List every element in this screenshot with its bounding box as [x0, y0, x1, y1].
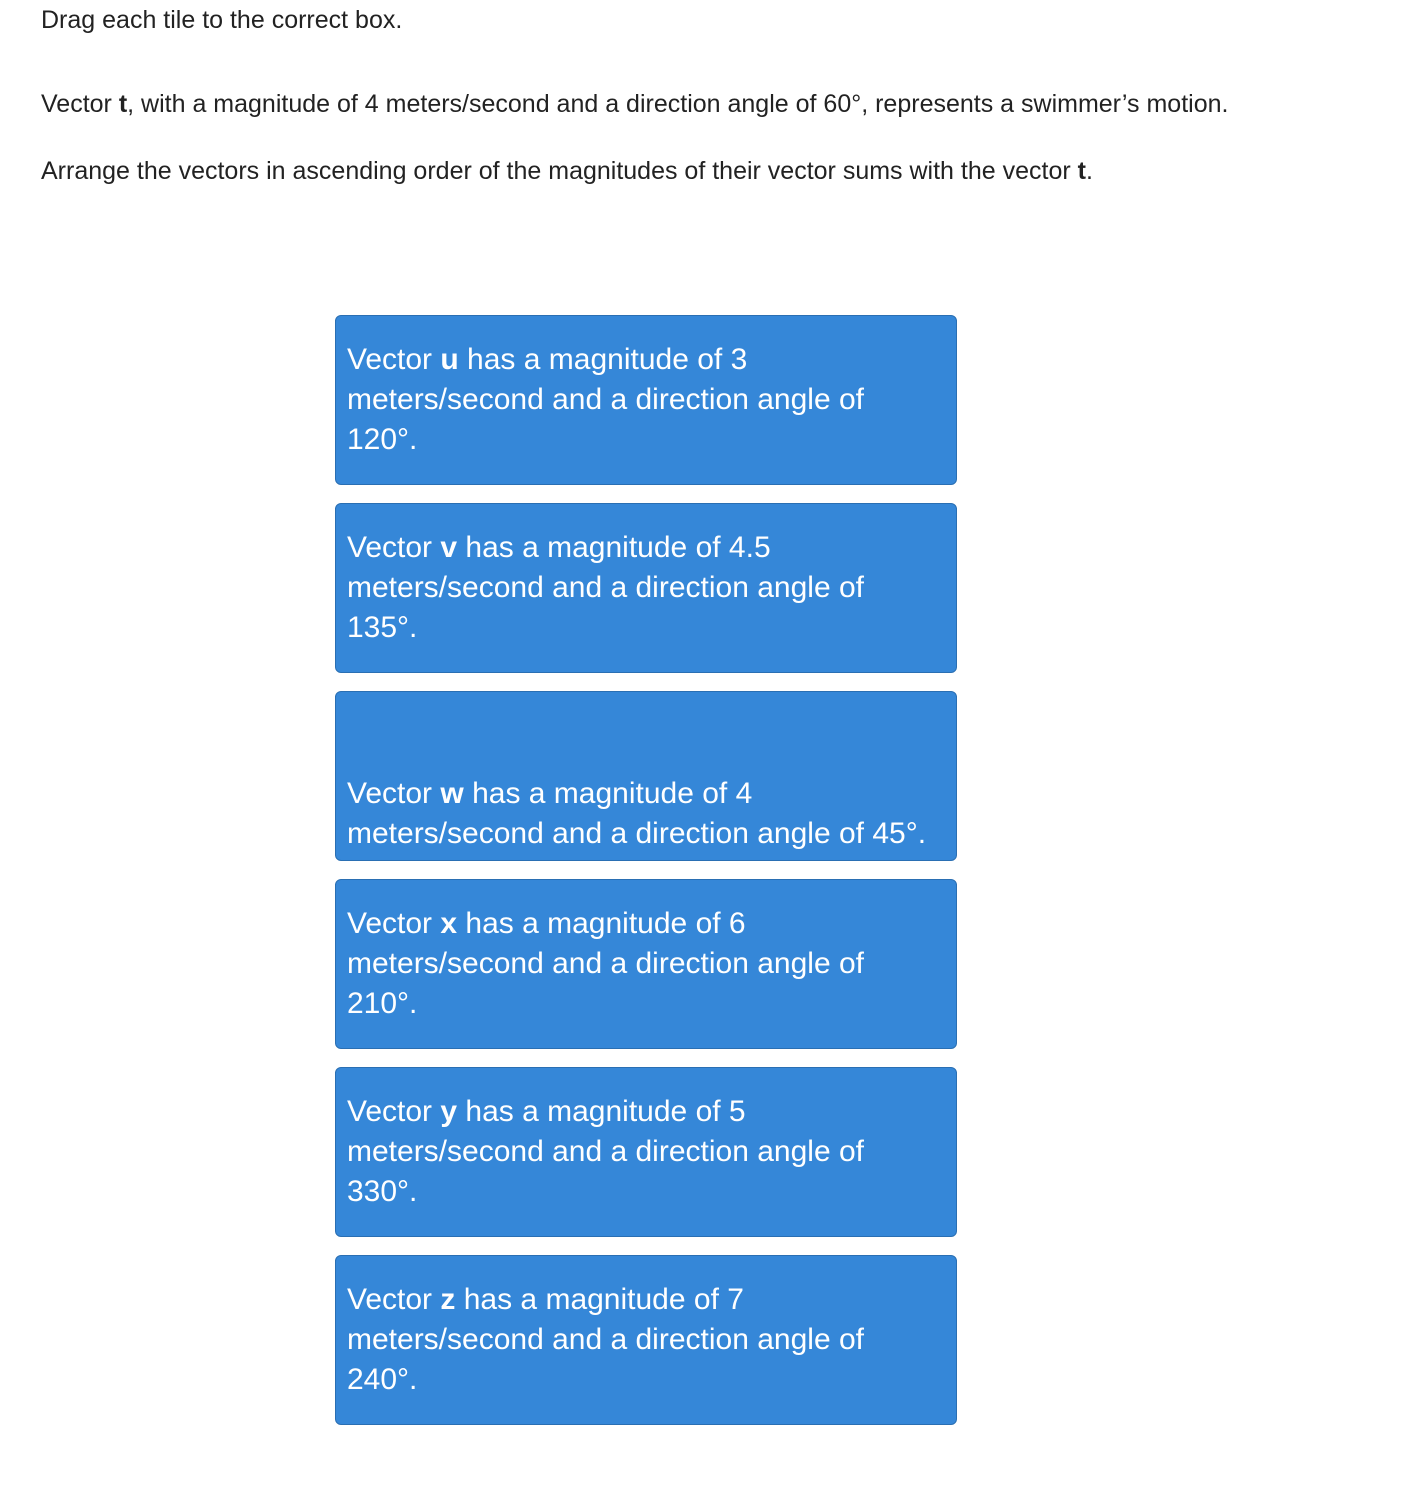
tile-vector-u[interactable]: [335, 315, 957, 485]
tile-vector-label: z: [440, 1283, 456, 1316]
tile-suffix: has a magnitude of 3 meters/second and a direction angle of 120°.: [347, 343, 864, 456]
tile-prefix: Vector: [347, 1283, 441, 1316]
tile-prefix: Vector: [347, 343, 441, 376]
tile-prefix: Vector: [347, 777, 441, 810]
tile-vector-label: u: [440, 343, 459, 376]
tile-vector-z[interactable]: [335, 1255, 957, 1425]
task-vector-label: t: [1077, 157, 1086, 185]
tile-suffix: has a magnitude of 6 meters/second and a direction angle of 210°.: [347, 907, 864, 1020]
tile-prefix: Vector: [347, 531, 441, 564]
tile-text: [347, 774, 936, 854]
tile-suffix: has a magnitude of 4 meters/second and a direction angle of 45°.: [347, 777, 927, 850]
tile-vector-w[interactable]: [335, 691, 957, 861]
tile-vector-label: v: [440, 531, 458, 564]
tile-text: [347, 1092, 936, 1212]
tile-vector-v[interactable]: [335, 503, 957, 673]
tile-suffix: has a magnitude of 4.5 meters/second and a direction angle of 135°.: [347, 531, 864, 644]
tile-vector-label: y: [440, 1095, 458, 1128]
tile-vector-y[interactable]: [335, 1067, 957, 1237]
tile-text: [347, 528, 936, 648]
problem-prefix: Vector: [41, 90, 119, 118]
tile-prefix: Vector: [347, 907, 441, 940]
problem-suffix: , with a magnitude of 4 meters/second and a direction angle of 60°, represents a swimmer’s motion.: [127, 90, 1229, 118]
task-suffix: .: [1085, 157, 1093, 185]
tile-suffix: has a magnitude of 5 meters/second and a direction angle of 330°.: [347, 1095, 864, 1208]
task-prefix: Arrange the vectors in ascending order of the magnitudes of their vector sums with the vector: [41, 157, 1078, 185]
problem-statement: [41, 89, 1228, 119]
tile-text: [347, 340, 936, 460]
tile-vector-label: w: [440, 777, 464, 810]
tile-suffix: has a magnitude of 7 meters/second and a direction angle of 240°.: [347, 1283, 864, 1396]
tile-vector-label: x: [440, 907, 458, 940]
task-statement: [41, 156, 1093, 186]
tile-vector-x[interactable]: [335, 879, 957, 1049]
vector-t-label: t: [118, 90, 128, 118]
tile-prefix: Vector: [347, 1095, 441, 1128]
tile-text: [347, 1280, 936, 1400]
tile-text: [347, 904, 936, 1024]
drag-instruction: Drag each tile to the correct box.: [41, 6, 403, 34]
